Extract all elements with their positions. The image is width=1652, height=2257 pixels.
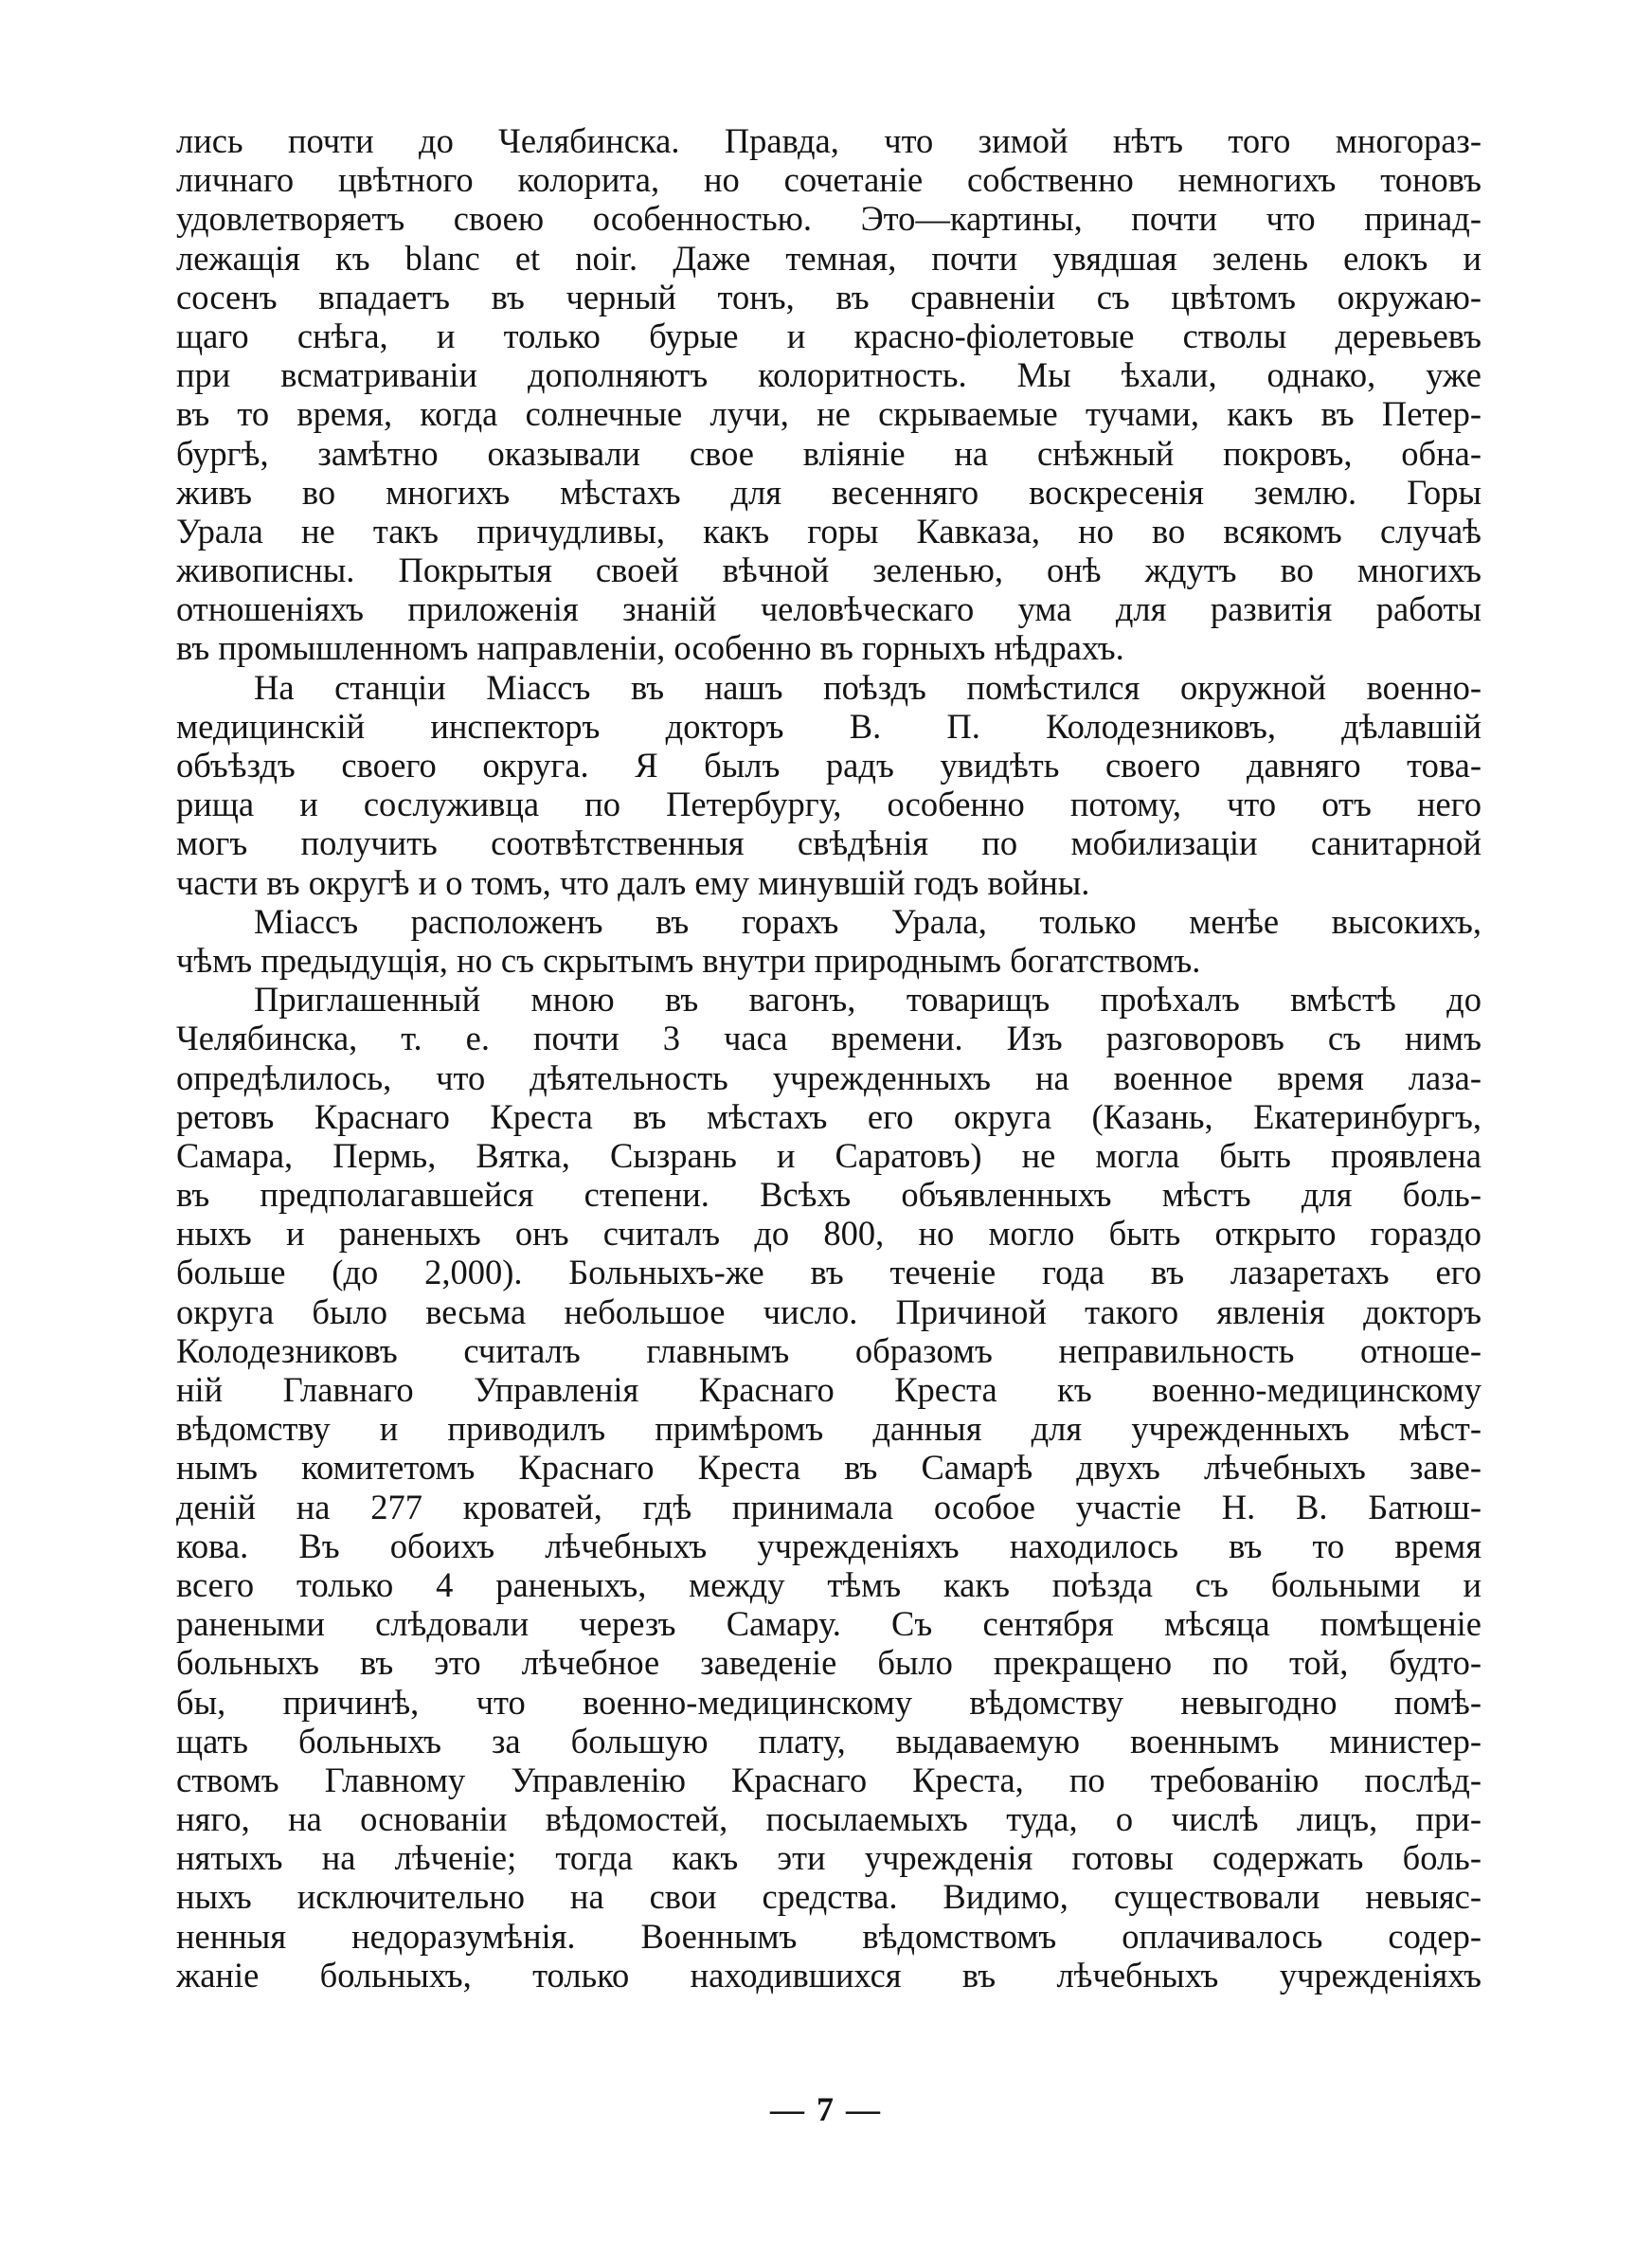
text-line: въ предполагавшейся степени. Всѣхъ объявленныхъ мѣстъ для боль- <box>176 1175 1481 1215</box>
text-line: бы, причинѣ, что военно-медицинскому вѣдомству невыгодно помѣ- <box>176 1682 1481 1722</box>
text-line: ретовъ Краснаго Креста въ мѣстахъ его округа (Казань, Екатеринбургъ, <box>176 1096 1481 1136</box>
text-line: ныхъ и раненыхъ онъ считалъ до 800, но могло быть открыто гораздо <box>176 1214 1481 1254</box>
text-line: больше (до 2,000). Больныхъ-же въ теченіе года въ лазаретахъ его <box>176 1253 1481 1292</box>
text-line: лежащія къ blanc et noir. Даже темная, почти увядшая зелень елокъ и <box>176 238 1481 278</box>
text-line: округа было весьма небольшое число. Причиной такого явленія докторъ <box>176 1291 1481 1331</box>
text-line: части въ округѣ и о томъ, что далъ ему минувшій годъ войны. <box>176 862 1090 902</box>
text-line: Міассъ расположенъ въ горахъ Урала, только менѣе высокихъ, <box>254 901 1481 941</box>
text-line: На станціи Міассъ въ нашъ поѣздъ помѣстился окружной военно- <box>254 667 1481 707</box>
text-line: щаго снѣга, и только бурые и красно-фіолетовые стволы деревьевъ <box>176 316 1481 355</box>
text-line: живописны. Покрытыя своей вѣчной зеленью, онѣ ждутъ во многихъ <box>176 551 1481 590</box>
text-line: въ промышленномъ направленіи, особенно въ горныхъ нѣдрахъ. <box>176 628 1124 668</box>
text-line: лись почти до Челябинска. Правда, что зимой нѣтъ того многораз- <box>176 121 1481 160</box>
text-line: живъ во многихъ мѣстахъ для весенняго воскресенія землю. Горы <box>176 472 1481 512</box>
text-line: кова. Въ обоихъ лѣчебныхъ учрежденіяхъ находилось въ то время <box>176 1526 1481 1565</box>
text-line: няго, на основаніи вѣдомостей, посылаемыхъ туда, о числѣ лицъ, при- <box>176 1799 1481 1839</box>
page-number: — 7 — <box>770 2090 882 2128</box>
text-line: рища и сослуживца по Петербургу, особенно потому, что отъ него <box>176 785 1481 824</box>
text-line: нятыхъ на лѣченіе; тогда какъ эти учрежденія готовы содержать боль- <box>176 1838 1481 1878</box>
text-line: всего только 4 раненыхъ, между тѣмъ какъ поѣзда съ больными и <box>176 1564 1481 1604</box>
text-line: удовлетворяетъ своею особенностью. Это—картины, почти что принад- <box>176 199 1481 239</box>
text-line: въ то время, когда солнечные лучи, не скрываемые тучами, какъ въ Петер- <box>176 394 1481 434</box>
text-line: Урала не такъ причудливы, какъ горы Кавказа, но во всякомъ случаѣ <box>176 511 1481 551</box>
text-line: опредѣлилось, что дѣятельность учрежденныхъ на военное время лаза- <box>176 1057 1481 1097</box>
text-line: могъ получить соотвѣтственныя свѣдѣнія по мобилизаціи санитарной <box>176 823 1481 863</box>
text-line: отношеніяхъ приложенія знаній человѣческаго ума для развитія работы <box>176 589 1481 629</box>
text-line: вѣдомству и приводилъ примѣромъ данныя для учрежденныхъ мѣст- <box>176 1409 1481 1449</box>
text-line: объѣздъ своего округа. Я былъ радъ увидѣть своего давняго това- <box>176 746 1481 785</box>
text-line: сосенъ впадаетъ въ черный тонъ, въ сравненіи съ цвѣтомъ окружаю- <box>176 277 1481 316</box>
text-line: Челябинска, т. е. почти 3 часа времени. Изъ разговоровъ съ нимъ <box>176 1019 1481 1058</box>
text-line: ствомъ Главному Управленію Краснаго Креста, по требованію послѣд- <box>176 1760 1481 1799</box>
text-line: Самара, Пермь, Вятка, Сызрань и Саратовъ) не могла быть проявлена <box>176 1135 1481 1175</box>
text-line: жаніе больныхъ, только находившихся въ лѣчебныхъ учрежденіяхъ <box>176 1955 1481 1995</box>
text-line: ній Главнаго Управленія Краснаго Креста къ военно-медицинскому <box>176 1370 1481 1409</box>
page-body-text <box>176 121 1481 1995</box>
text-line: щать больныхъ за большую плату, выдаваемую военнымъ министер- <box>176 1721 1481 1760</box>
text-line: ненныя недоразумѣнія. Военнымъ вѣдомствомъ оплачивалось содер- <box>176 1916 1481 1956</box>
text-line: нымъ комитетомъ Краснаго Креста въ Самарѣ двухъ лѣчебныхъ заве- <box>176 1448 1481 1488</box>
text-line: медицинскій инспекторъ докторъ В. П. Колодезниковъ, дѣлавшій <box>176 706 1481 746</box>
text-line: Приглашенный мною въ вагонъ, товарищъ проѣхалъ вмѣстѣ до <box>254 980 1481 1020</box>
text-line: личнаго цвѣтного колорита, но сочетаніе собственно немногихъ тоновъ <box>176 160 1481 200</box>
text-line: деній на 277 кроватей, гдѣ принимала особое участіе Н. В. Батюш- <box>176 1487 1481 1526</box>
text-line: чѣмъ предыдущія, но съ скрытымъ внутри природнымъ богатствомъ. <box>176 940 1201 980</box>
text-line: бургѣ, замѣтно оказывали свое вліяніе на снѣжный покровъ, обна- <box>176 433 1481 473</box>
text-line: при всматриваніи дополняютъ колоритность. Мы ѣхали, однако, уже <box>176 355 1481 395</box>
text-line: ныхъ исключительно на свои средства. Видимо, существовали невыяс- <box>176 1877 1481 1917</box>
text-line: больныхъ въ это лѣчебное заведеніе было прекращено по той, будто- <box>176 1643 1481 1683</box>
text-line: Колодезниковъ считалъ главнымъ образомъ неправильность отноше- <box>176 1330 1481 1370</box>
text-line: ранеными слѣдовали черезъ Самару. Съ сентября мѣсяца помѣщеніе <box>176 1604 1481 1644</box>
